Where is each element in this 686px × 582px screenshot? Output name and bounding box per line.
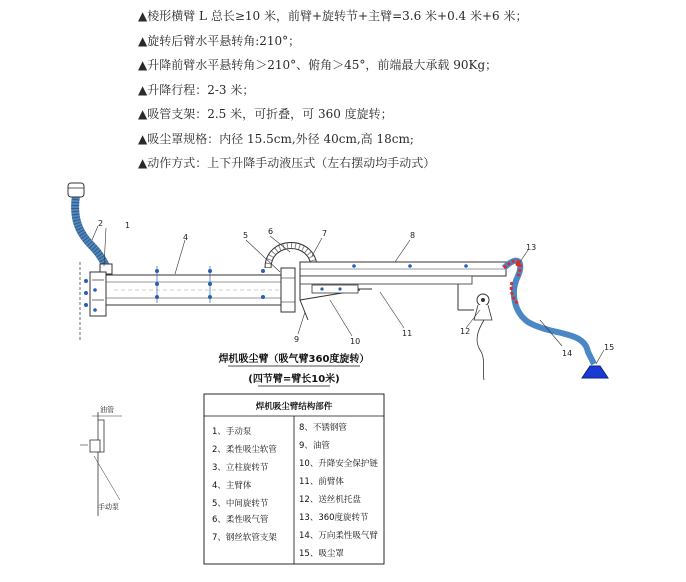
- pump-detail: [80, 405, 122, 516]
- spec-line: ▲升降行程：2-3 米；: [138, 82, 255, 97]
- part-number: 14: [562, 349, 573, 358]
- legend-item: 8、不锈钢管: [299, 423, 347, 433]
- part-number: 5: [243, 231, 249, 240]
- legend-item: 10、升降安全保护链: [299, 459, 378, 469]
- legend-item: 11、前臂体: [299, 477, 344, 487]
- part-number: 9: [294, 335, 300, 344]
- legend-item: 4、主臂体: [212, 481, 252, 491]
- spec-line: ▲吸尘罩规格：内径 15.5cm,外径 40cm,高 18cm;: [138, 131, 414, 146]
- part-number: 10: [350, 337, 361, 346]
- parts-legend: [204, 394, 384, 564]
- legend-item: 6、柔性吸气管: [212, 515, 269, 525]
- legend-item: 9、油管: [299, 441, 330, 451]
- front-arm: [300, 262, 506, 320]
- legend-item: 5、中间旋转节: [212, 499, 269, 509]
- legend-item: 12、送丝机托盘: [299, 495, 361, 505]
- part-number: 15: [604, 343, 615, 352]
- legend-title: 焊机吸尘臂结构部件: [255, 402, 333, 412]
- legend-item: 3、立柱旋转节: [212, 463, 269, 473]
- spec-line: ▲旋转后臂水平悬转角:210°；: [138, 33, 301, 48]
- spec-line: ▲升降前臂水平悬转角＞210°、俯角＞45°，前端最大承载 90Kg；: [138, 58, 498, 72]
- drawing-title: 焊机吸尘臂（吸气臂360度旋转）: [218, 354, 370, 365]
- part-number: 12: [460, 327, 471, 336]
- suction-hood: [582, 366, 608, 378]
- part-number: 1: [125, 221, 131, 230]
- spec-line: ▲动作方式：上下升降手动液压式（左右摆动均手动式）: [138, 156, 436, 170]
- legend-item: 15、吸尘罩: [299, 549, 344, 559]
- part-number: 7: [322, 229, 328, 238]
- part-number: 4: [183, 233, 189, 242]
- part-number: 8: [410, 231, 416, 240]
- detail-label-hand-pump: 手动泵: [98, 503, 119, 511]
- legend-item: 2、柔性吸尘软管: [212, 445, 277, 455]
- detail-label-oil-pipe: 油管: [100, 406, 114, 414]
- part-number: 11: [402, 329, 413, 338]
- main-arm: [106, 266, 284, 305]
- legend-item: 1、手动泵: [212, 427, 252, 437]
- legend-item: 13、360度旋转节: [299, 513, 369, 523]
- part-number: 2: [98, 219, 104, 228]
- part-number: 13: [526, 243, 537, 252]
- part-number: 6: [268, 227, 274, 236]
- flexible-suction-arm: [504, 261, 594, 364]
- spec-line: ▲吸管支架：2.5 米，可折叠，可 360 度旋转；: [138, 107, 393, 121]
- legend-item: 7、钢丝软管支架: [212, 533, 277, 543]
- legend-item: 14、万向柔性吸气臂: [299, 531, 378, 541]
- drawing-subtitle: (四节臂=臂长10米): [248, 374, 340, 385]
- spec-line: ▲棱形横臂 L 总长≥10 米，前臂+旋转节+主臂=3.6 米+0.4 米+6 米；: [138, 9, 528, 23]
